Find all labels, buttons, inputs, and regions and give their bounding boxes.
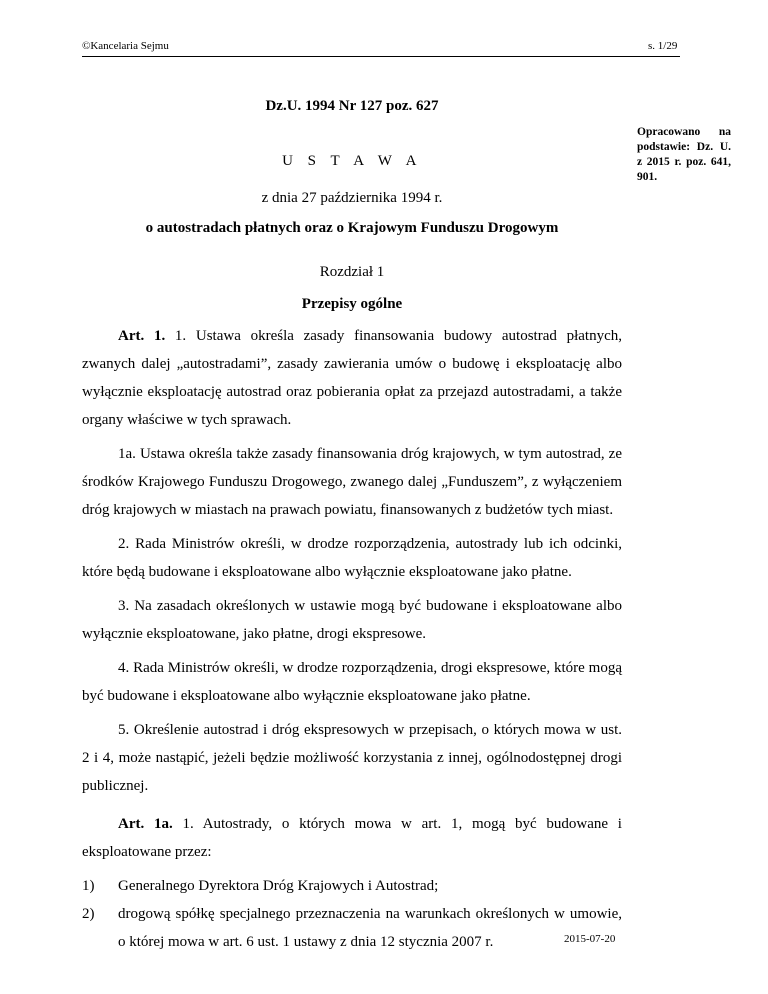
act-date: z dnia 27 października 1994 r. [261, 190, 443, 206]
document-body [82, 322, 622, 956]
source-sidenote: Opracowano na podstawie: Dz. U. z 2015 r. poz. 641, 901. [637, 126, 731, 183]
art1-paragraph-3: 3. Na zasadach określonych w ustawie mogą być budowane i eksploatowane albo wyłącznie eksploatowane, jako płatne, drogi ekspresowe. [82, 598, 622, 642]
header-publisher: ©Kancelaria Sejmu [82, 40, 169, 52]
art1-paragraph-4: 4. Rada Ministrów określi, w drodze rozporządzenia, drogi ekspresowe, które mogą być budowane i eksploatowane albo wyłącznie eksploatowane jako płatne. [82, 660, 622, 704]
act-title: o autostradach płatnych oraz o Krajowym Funduszu Drogowym [145, 220, 559, 236]
art1-paragraph-1a: 1a. Ustawa określa także zasady finansowania dróg krajowych, w tym autostrad, ze środków Krajowego Funduszu Drogowego, zwanego dalej „Funduszem”, z wyłączeniem dróg krajowych w miastach na prawach powiatu, finansowanych z budżetów tych miast. [82, 446, 622, 518]
page-number: s. 1/29 [648, 40, 678, 52]
chapter-title: Przepisy ogólne [301, 296, 403, 312]
art1-paragraph-2: 2. Rada Ministrów określi, w drodze rozporządzenia, autostrady lub ich odcinki, które będą budowane i eksploatowane albo wyłącznie eksploatowane jako płatne. [82, 536, 622, 580]
art1a-paragraph-1 [82, 810, 622, 866]
act-type: U S T A W A [282, 153, 422, 169]
art1-label: Art. 1. [118, 328, 166, 344]
art1a-label: Art. 1a. [118, 816, 173, 832]
list-item [82, 872, 622, 900]
art1a-p1-text: 1. Autostrady, o których mowa w art. 1, mogą być budowane i eksploatowane przez: [82, 816, 622, 860]
header-divider [82, 56, 680, 57]
footer-date: 2015-07-20 [564, 933, 616, 945]
list-item-text: drogową spółkę specjalnego przeznaczenia na warunkach określonych w umowie, o której mowa w art. 6 ust. 1 ustawy z dnia 12 stycznia 2007 r. [118, 906, 622, 950]
art1-p1-text: 1. Ustawa określa zasady finansowania budowy autostrad płatnych, zwanych dalej „autostradami”, zasady zawierania umów o budowę i eksploatację albo wyłącznie eksploatację autostrad oraz pobierania opłat za przejazd autostradami, a także organy właściwe w tych sprawach. [82, 328, 622, 428]
art1-paragraph-1 [82, 322, 622, 434]
chapter-number: Rozdział 1 [319, 264, 385, 280]
list-item-number: 1) [82, 878, 95, 894]
list-item [82, 900, 622, 956]
list-item-number: 2) [82, 906, 95, 922]
art1-paragraph-5: 5. Określenie autostrad i dróg ekspresowych w przepisach, o których mowa w ust. 2 i 4, może nastąpić, jeżeli będzie możliwość korzystania z innej, ogólnodostępnej drogi publicznej. [82, 722, 622, 794]
journal-reference: Dz.U. 1994 Nr 127 poz. 627 [265, 98, 439, 114]
list-item-text: Generalnego Dyrektora Dróg Krajowych i Autostrad; [118, 878, 439, 894]
